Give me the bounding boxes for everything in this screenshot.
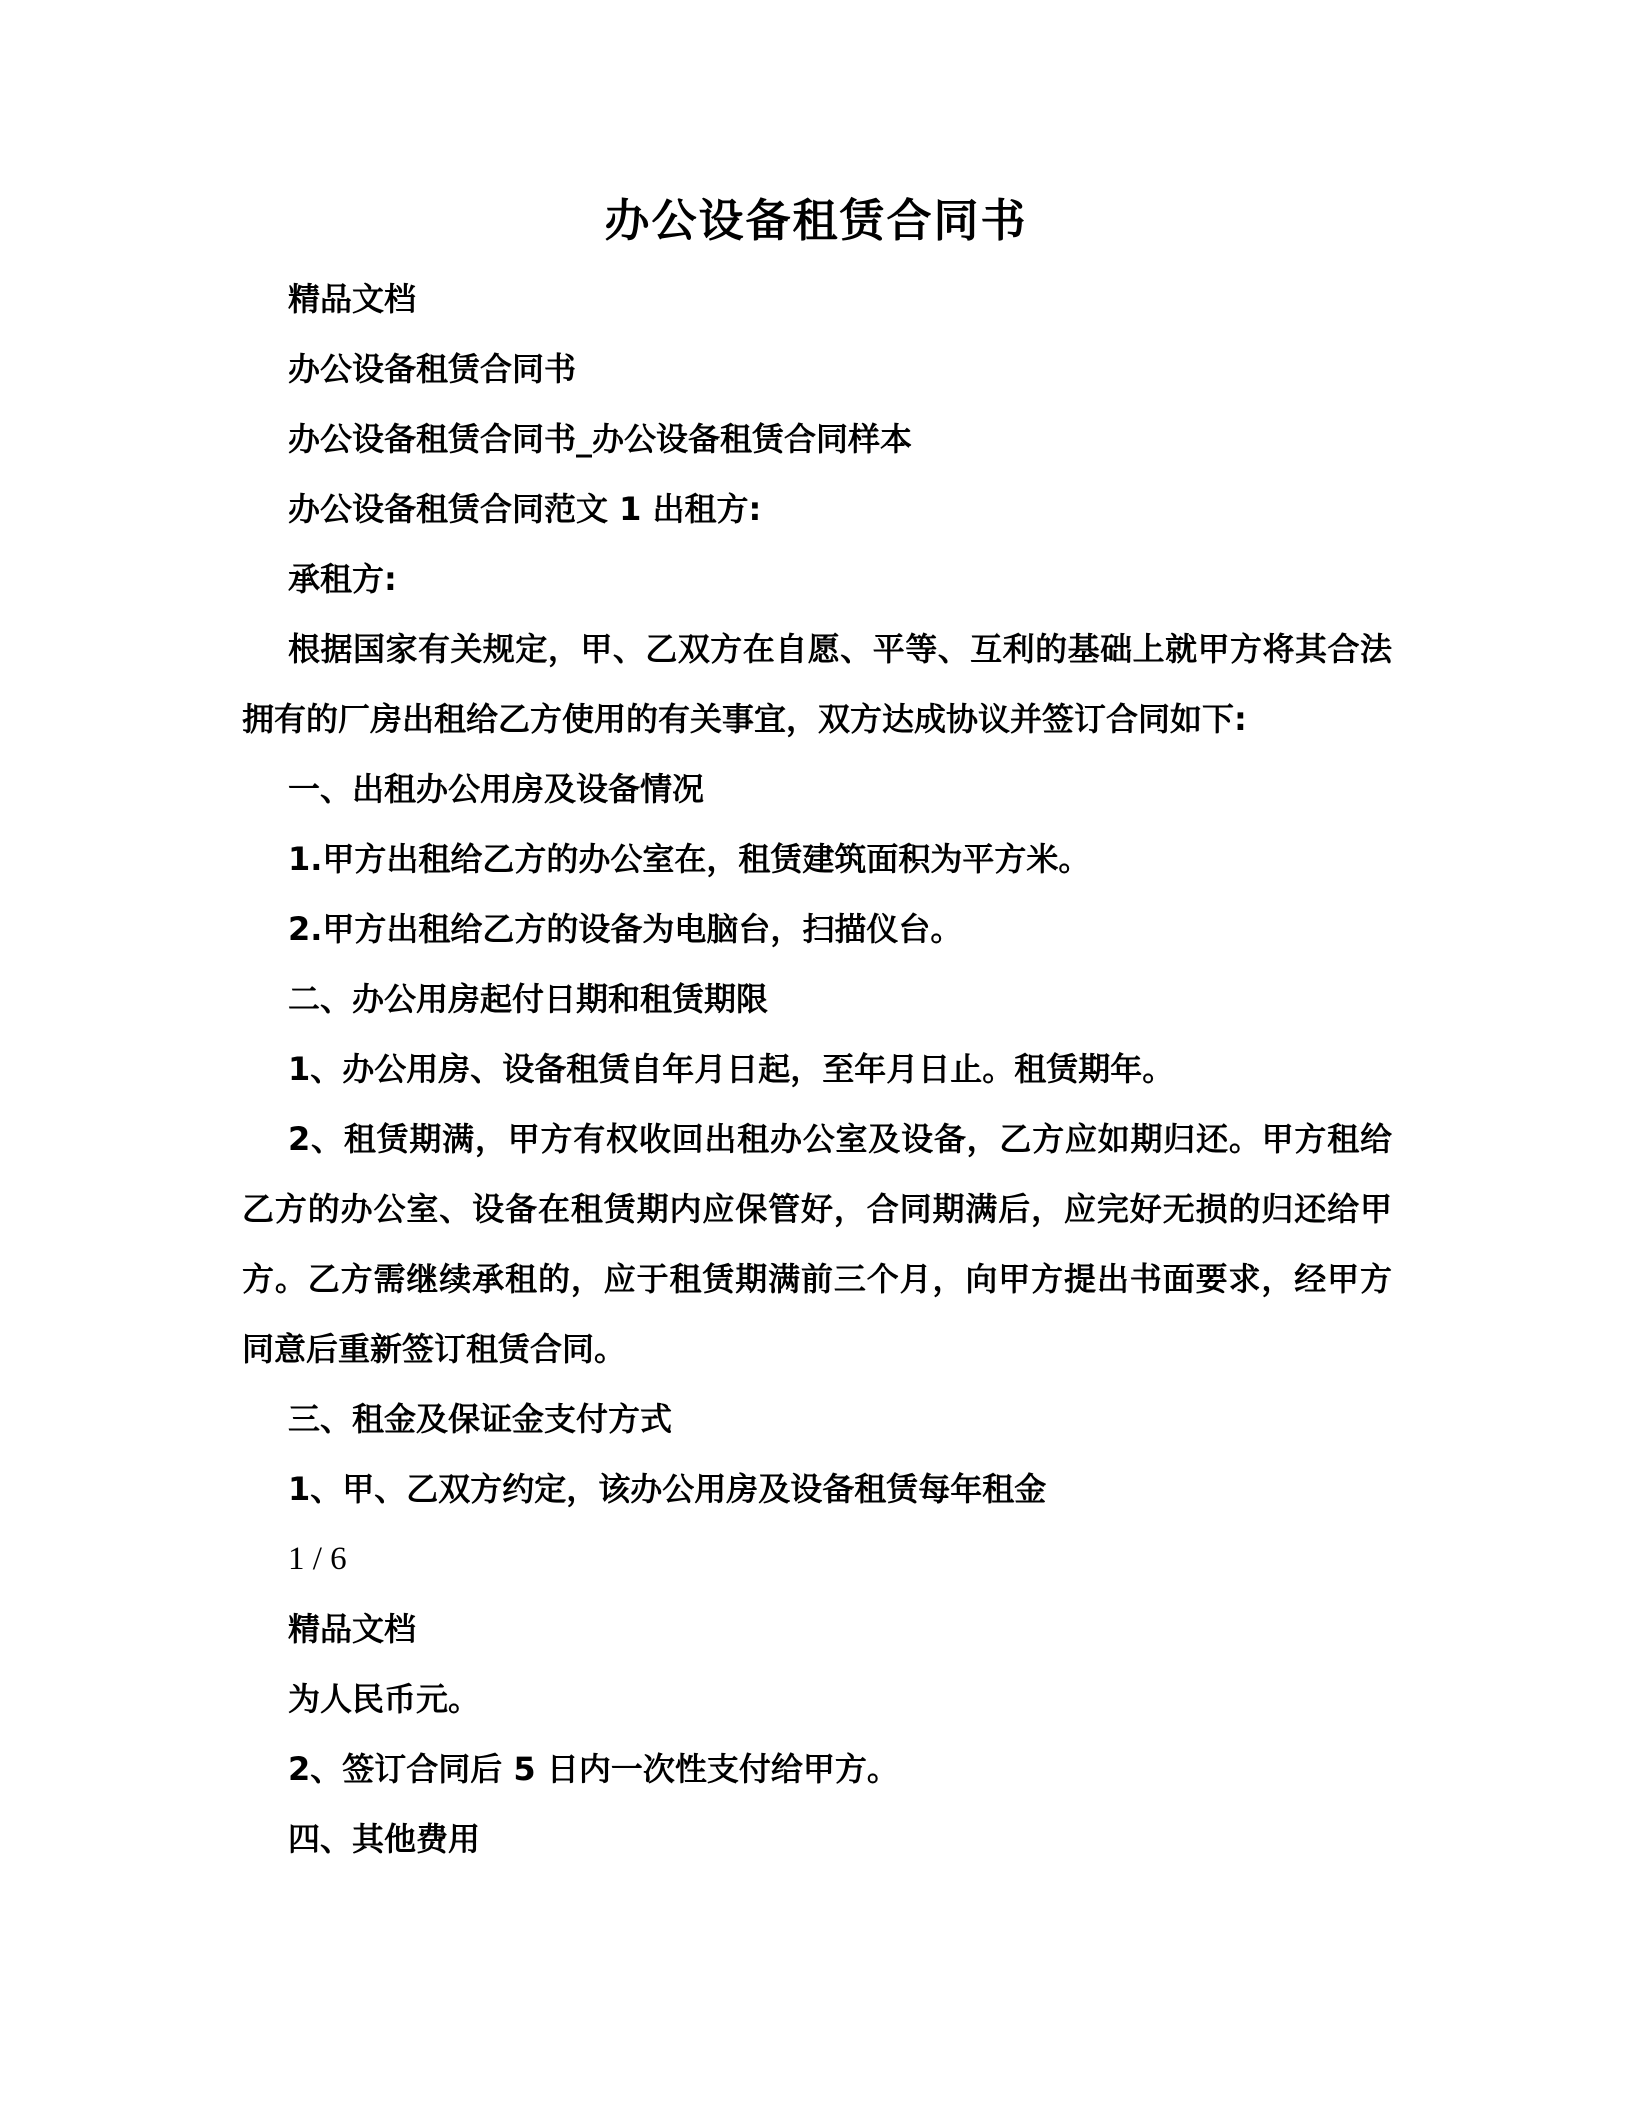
document-line: 四、其他费用: [288, 1820, 481, 1858]
document-line: 方。乙方需继续承租的，应于租赁期满前三个月，向甲方提出书面要求，经甲方: [242, 1260, 1392, 1298]
document-line: 根据国家有关规定，甲、乙双方在自愿、平等、互利的基础上就甲方将其合法: [288, 630, 1392, 668]
document-line: 拥有的厂房出租给乙方使用的有关事宜，双方达成协议并签订合同如下:: [242, 700, 1247, 738]
document-line: 精品文档: [288, 280, 417, 318]
document-title: 办公设备租赁合同书: [604, 194, 1028, 247]
document-line: 1、办公用房、设备租赁自年月日起，至年月日止。租赁期年。: [288, 1050, 1175, 1088]
document-line: 一、出租办公用房及设备情况: [288, 770, 705, 808]
document-line: 精品文档: [288, 1610, 417, 1648]
document-line: 办公设备租赁合同范文 1 出租方:: [288, 490, 762, 528]
document-line: 承租方:: [288, 560, 397, 598]
document-line: 办公设备租赁合同书_办公设备租赁合同样本: [288, 420, 913, 458]
document-body: [242, 264, 1392, 1874]
document-line: 乙方的办公室、设备在租赁期内应保管好，合同期满后，应完好无损的归还给甲: [242, 1190, 1392, 1228]
document-line: 同意后重新签订租赁合同。: [242, 1330, 627, 1368]
document-line: 为人民币元。: [288, 1680, 481, 1718]
document-line: 办公设备租赁合同书: [288, 350, 577, 388]
document-line: 1、甲、乙双方约定，该办公用房及设备租赁每年租金: [288, 1470, 1047, 1508]
document-line: 2、租赁期满，甲方有权收回出租办公室及设备，乙方应如期归还。甲方租给: [288, 1120, 1392, 1158]
document-line: 1 / 6: [288, 1541, 347, 1577]
document-line: 2、签订合同后 5 日内一次性支付给甲方。: [288, 1750, 899, 1788]
document-line: 1.甲方出租给乙方的办公室在，租赁建筑面积为平方米。: [288, 840, 1091, 878]
document-line: 2.甲方出租给乙方的设备为电脑台，扫描仪台。: [288, 910, 963, 948]
document-line: 三、租金及保证金支付方式: [288, 1400, 673, 1438]
document-line: 二、办公用房起付日期和租赁期限: [288, 980, 769, 1018]
